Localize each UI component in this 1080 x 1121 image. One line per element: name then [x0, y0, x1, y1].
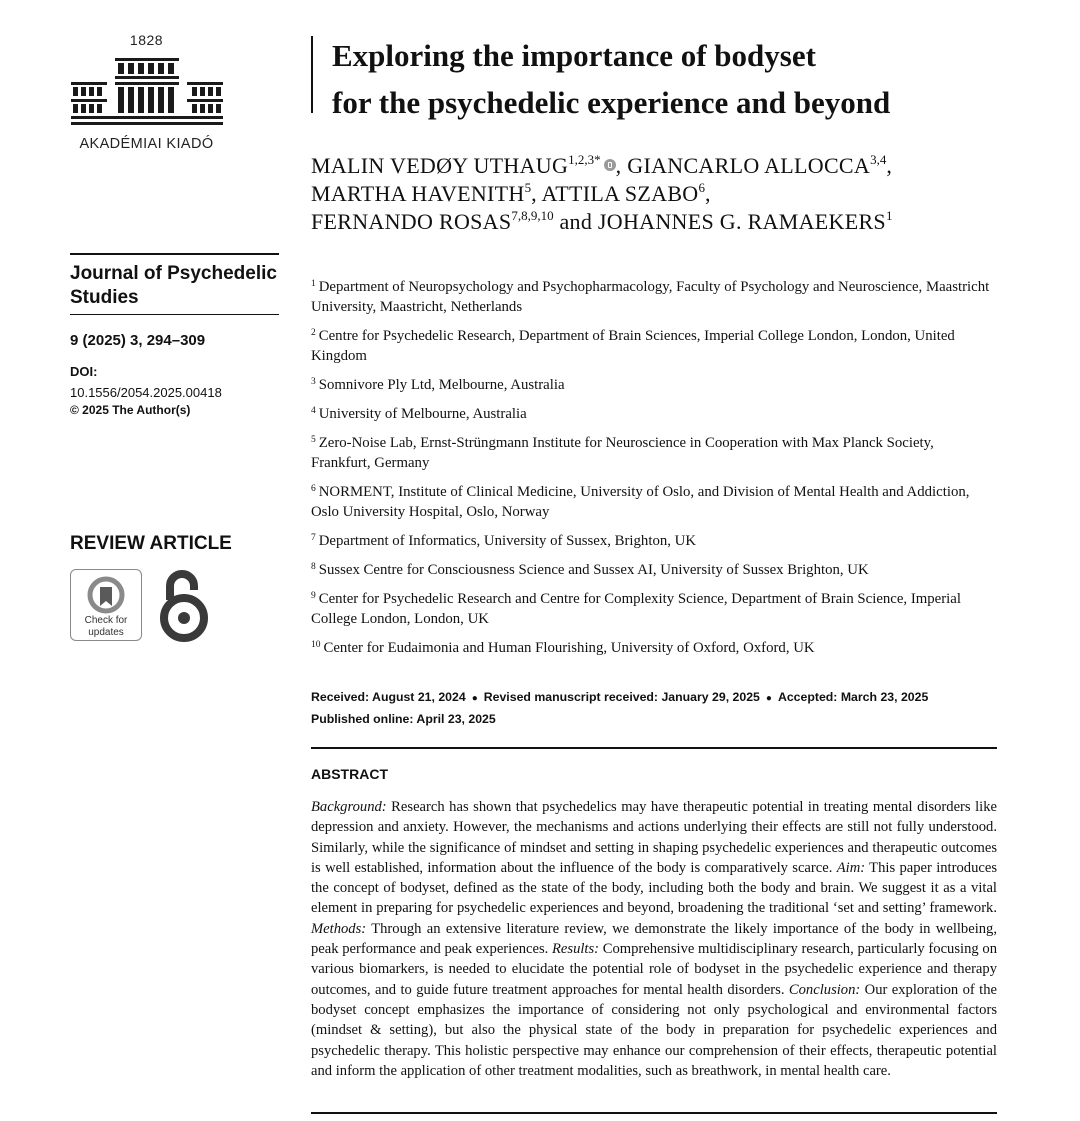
doi-label: DOI: — [70, 364, 98, 379]
affiliation-item: $^7$ Department of Informatics, University of Sussex, Brighton, UK — [311, 533, 697, 549]
affiliation-item: $^6$ NORMENT, Institute of Clinical Medicine, University of Oslo, and Division of Mental Health and Addiction, Oslo University Hospital, Oslo, Norway — [311, 484, 970, 520]
affiliation-item: $^{10}$ Center for Eudaimonia and Human Flourishing, University of Oxford, Oxford, UK — [311, 640, 815, 656]
publisher-logo — [64, 32, 229, 152]
check-updates-line1: Check for — [84, 615, 128, 626]
journal-issue: 9 (2025) 3, 294–309 — [70, 332, 206, 349]
publication-dates — [311, 687, 1031, 729]
author-name[interactable]: FERNANDO ROSAS — [311, 209, 512, 234]
publisher-year: 1828 — [129, 32, 164, 48]
published-date: Published online: April 23, 2025 — [311, 712, 496, 726]
bullet-icon: ● — [765, 693, 772, 704]
divider-journal — [70, 314, 279, 315]
affiliation-item: $^2$ Centre for Psychedelic Research, Department of Brain Sciences, Imperial College London, London, United Kingdom — [311, 328, 955, 364]
author-affiliation-ref: 5 — [524, 180, 532, 195]
publisher-name: AKADÉMIAI KIADÓ — [79, 136, 214, 152]
divider-abstract-top — [311, 747, 997, 749]
author-name[interactable]: GIANCARLO ALLOCCA — [627, 153, 871, 178]
accepted-date: Accepted: March 23, 2025 — [777, 690, 929, 704]
divider-abstract-bottom — [311, 1112, 997, 1114]
divider-top-left — [70, 253, 279, 255]
author-affiliation-ref: 6 — [698, 180, 705, 195]
title-accent-bar — [311, 36, 313, 113]
title-line-1: Exploring the importance of bodyset — [332, 38, 816, 73]
crossmark-icon — [87, 576, 125, 614]
journal-name: Journal of Psychedelic Studies — [70, 263, 277, 308]
abstract-conclusion-label: Conclusion: — [788, 981, 861, 998]
abstract-aim-label: Aim: — [836, 859, 866, 876]
copyright-notice: © 2025 The Author(s) — [70, 403, 191, 417]
revised-date: Revised manuscript received: January 29, 2025 — [483, 690, 760, 704]
check-for-updates-button[interactable] — [70, 569, 142, 641]
affiliation-item: $^4$ University of Melbourne, Australia — [311, 406, 527, 422]
article-type-label: REVIEW ARTICLE — [70, 533, 232, 554]
affiliation-item: $^3$ Somnivore Ply Ltd, Melbourne, Australia — [311, 377, 565, 393]
affiliation-list — [311, 277, 996, 667]
title-line-2: for the psychedelic experience and beyond — [332, 85, 891, 120]
affiliation-item: $^9$ Center for Psychedelic Research and Centre for Complexity Science, Department of Brain Science, Imperial College London, London, UK — [311, 591, 961, 627]
bullet-icon: ● — [471, 693, 478, 704]
abstract-text: Background: Research has shown that psychedelics may have therapeutic potential in treating mental disorders like depression and anxiety. However, the mechanisms and actions underlying their effects are still not fully understood. Similarly, while the significance of mindset and setting in shaping psychedelic experiences and therapeutic outcomes is well established, information about the influence of the body is comparatively scarce. Aim: This paper introduces the concept of bodyset, defined as the state of the body, including both the body and brain. We suggest it as a vital element in preparing for psychedelic experiences and beyond, broadening the traditional ‘set and setting’ framework. Methods: Through an extensive literature review, we demonstrate the likely importance of the body in wellbeing, peak performance and peak experiences. Results: Comprehensive multidisciplinary research, particularly focusing on various biomarkers, is needed to elucidate the potential role of bodyset in the psychedelic experience and therapy outcomes, and to guide future treatment approaches for mental health disorders. Conclusion: Our exploration of the bodyset concept emphasizes the importance of considering not only psychological and environmental factors (mindset & setting), but also the physical state of the body in preparation for psychedelic experiences and psychedelic therapy. This holistic perspective may enhance our comprehension of their effects, therapeutic potential and inform the application of other treatment modalities, such as breathwork, in mental health care. — [311, 799, 997, 1079]
author-affiliation-ref: 1 — [885, 208, 893, 223]
check-updates-line2: updates — [88, 627, 124, 638]
open-access-icon — [158, 566, 212, 644]
affiliation-item: $^5$ Zero-Noise Lab, Ernst-Strüngmann Institute for Neuroscience in Cooperation with Max Planck Society, Frankfurt, Germany — [311, 435, 934, 471]
author-name[interactable]: ATTILA SZABO — [541, 181, 699, 206]
doi-link[interactable]: 10.1556/2054.2025.00418 — [70, 385, 222, 400]
abstract-methods-label: Methods: — [311, 920, 367, 937]
author-affiliation-ref: 3,4 — [870, 152, 887, 167]
article-title — [332, 32, 1052, 126]
author-list: MALIN VEDØY $UTHAUG^{1,2,3*}$ , GIANCARLO ALLOCCA$^{3,4}$, MARTHA HAVENITH$^5$, ATTILA SZABO$^6$, FERNANDO ROSAS$^{7,8,9,10}$ and JOHANNES G. RAMAEKERS$^1$ — [311, 152, 893, 234]
affiliation-item: $^1$ Department of Neuropsychology and Psychopharmacology, Faculty of Psychology and Neuroscience, Maastricht University, Maastricht, Netherlands — [311, 279, 990, 315]
abstract-results-label: Results: — [552, 941, 600, 958]
author-name[interactable]: MARTHA HAVENITH — [311, 181, 525, 206]
author-affiliation-ref: 1,2,3* — [568, 152, 601, 167]
author-name[interactable]: MALIN VEDØY UTHAUG — [311, 153, 569, 178]
affiliation-item: $^8$ Sussex Centre for Consciousness Science and Sussex AI, University of Sussex Brighton, UK — [311, 562, 869, 578]
received-date: Received: August 21, 2024 — [311, 690, 466, 704]
author-name[interactable]: JOHANNES G. RAMAEKERS — [597, 209, 886, 234]
author-affiliation-ref: 7,8,9,10 — [511, 208, 554, 223]
abstract-background-label: Background: — [311, 799, 387, 815]
academy-building-logo-icon — [71, 52, 223, 130]
abstract-heading: ABSTRACT — [311, 766, 388, 782]
orcid-icon[interactable] — [604, 159, 616, 171]
